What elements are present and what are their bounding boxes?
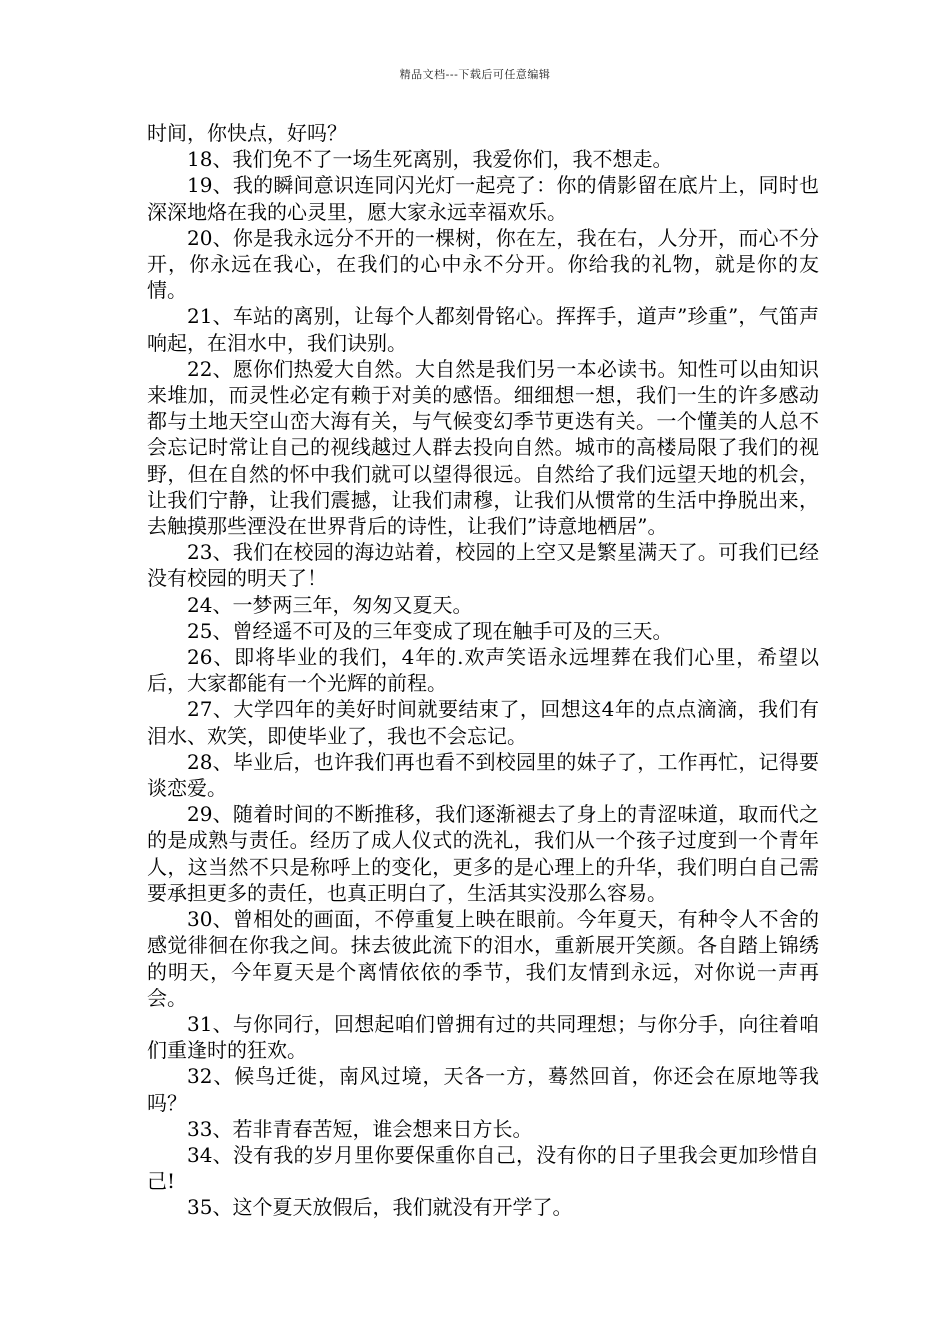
- paragraph: 34、没有我的岁月里你要保重你自己，没有你的日子里我会更加珍惜自己!: [147, 1142, 819, 1194]
- paragraph: 27、大学四年的美好时间就要结束了，回想这4年的点点滴滴，我们有泪水、欢笑，即使毕业了，我也不会忘记。: [147, 697, 819, 748]
- paragraph: 23、我们在校园的海边站着，校园的上空又是繁星满天了。可我们已经没有校园的明天了！: [147, 540, 819, 591]
- paragraph: 28、毕业后，也许我们再也看不到校园里的妹子了，工作再忙，记得要谈恋爱。: [147, 749, 819, 801]
- paragraph: 31、与你同行，回想起咱们曾拥有过的共同理想；与你分手，向往着咱们重逢时的狂欢。: [147, 1011, 819, 1063]
- paragraph: 24、一梦两三年，匆匆又夏天。: [187, 592, 473, 617]
- paragraph: 20、你是我永远分不开的一棵树，你在左，我在右，人分开，而心不分开，你永远在我心，在我们的心中永不分开。你给我的礼物，就是你的友情。: [147, 225, 819, 303]
- paragraph: 29、随着时间的不断推移，我们逐渐褪去了身上的青涩味道，取而代之的是成熟与责任。经历了成人仪式的洗礼，我们从一个孩子过度到一个青年人，这当然不只是称呼上的变化，更多的是心理上的升华，我们明白自己需要承担更多的责任，也真正明白了，生活其实没那么容易。: [147, 802, 819, 905]
- paragraph: 21、车站的离别，让每个人都刻骨铭心。挥挥手，道声”珍重”，气笛声响起，在泪水中，我们诀别。: [147, 304, 819, 355]
- paragraph: 18、我们免不了一场生死离别，我爱你们，我不想走。: [187, 147, 673, 172]
- paragraph: 35、这个夏天放假后，我们就没有开学了。: [187, 1195, 573, 1220]
- paragraph: 32、候鸟迁徙，南风过境，天各一方，蓦然回首，你还会在原地等我吗？: [147, 1064, 819, 1115]
- paragraph: 19、我的瞬间意识连同闪光灯一起亮了：你的倩影留在底片上，同时也深深地烙在我的心灵里，愿大家永远幸福欢乐。: [147, 173, 819, 224]
- paragraph: 时间，你快点，好吗？: [147, 121, 347, 145]
- paragraph: 22、愿你们热爱大自然。大自然是我们另一本必读书。知性可以由知识来堆加，而灵性必定有赖于对美的感悟。细细想一想，我们一生的许多感动都与土地天空山峦大海有关，与气候变幻季节更迭有关。一个懂美的人总不会忘记时常让自己的视线越过人群去投向自然。城市的高楼局限了我们的视野，但在自然的怀中我们就可以望得很远。自然给了我们远望天地的机会，让我们宁静，让我们震撼，让我们肃穆，让我们从惯常的生活中挣脱出来，去触摸那些湮没在世界背后的诗性，让我们”诗意地栖居”。: [147, 356, 819, 539]
- paragraph: 30、曾相处的画面，不停重复上映在眼前。今年夏天，有种令人不舍的感觉徘徊在你我之间。抹去彼此流下的泪水，重新展开笑颜。各自踏上锦绣的明天，今年夏天是个离情依依的季节，我们友情到永远，对你说一声再会。: [147, 907, 819, 1010]
- paragraph: 26、即将毕业的我们，4年的.欢声笑语永远埋葬在我们心里，希望以后，大家都能有一个光辉的前程。: [147, 645, 819, 696]
- paragraph: 25、曾经遥不可及的三年变成了现在触手可及的三天。: [187, 618, 673, 643]
- paragraph: 33、若非青春苦短，谁会想来日方长。: [187, 1116, 533, 1141]
- document-body: [147, 120, 819, 1221]
- page-header: 精品文档---下载后可任意编辑: [399, 68, 551, 81]
